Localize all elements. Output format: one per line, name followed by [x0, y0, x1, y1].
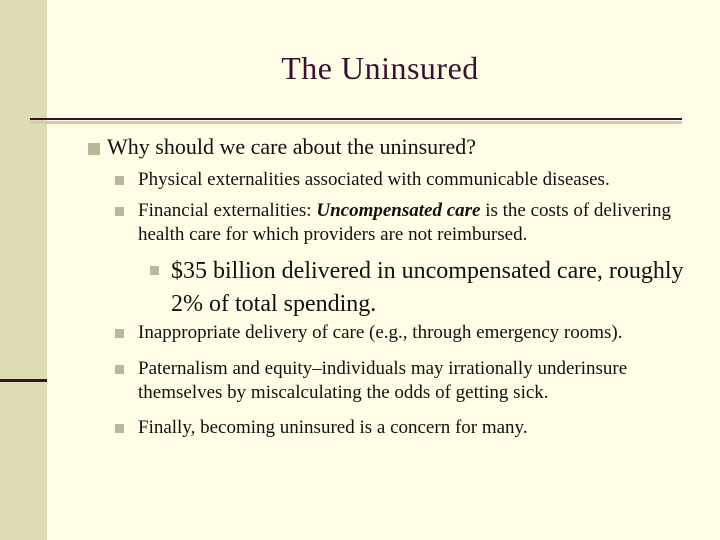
- square-bullet-icon: [115, 329, 124, 338]
- title-divider: [30, 118, 682, 120]
- financial-emphasis: Uncompensated care: [316, 200, 481, 221]
- subpoint-text: $35 billion delivered in uncompensated care, roughly 2% of total spending.: [171, 258, 684, 317]
- inappropriate-text: Inappropriate delivery of care (e.g., through emergency rooms).: [138, 322, 623, 343]
- square-bullet-icon: [115, 207, 124, 216]
- financial-prefix: Financial externalities:: [138, 200, 317, 221]
- physical-text: Physical externalities associated with communicable diseases.: [138, 169, 610, 190]
- paternalism-text: Paternalism and equity–individuals may irrationally underinsure themselves by miscalculating the odds of getting sick.: [138, 358, 628, 403]
- square-bullet-icon: [88, 143, 100, 155]
- slide-title: The Uninsured: [281, 50, 479, 86]
- square-bullet-icon: [115, 176, 124, 185]
- left-decor-line: [0, 379, 47, 382]
- question-text: Why should we care about the uninsured?: [107, 134, 476, 159]
- finally-text: Finally, becoming uninsured is a concern for many.: [138, 417, 528, 438]
- financial-suffix: is the costs of delivering health care for which providers are not reimbursed.: [138, 200, 671, 245]
- title-divider-shadow: [30, 121, 682, 124]
- square-bullet-icon: [115, 424, 124, 433]
- financial-text: [138, 199, 698, 247]
- square-bullet-icon: [150, 266, 159, 275]
- square-bullet-icon: [115, 365, 124, 374]
